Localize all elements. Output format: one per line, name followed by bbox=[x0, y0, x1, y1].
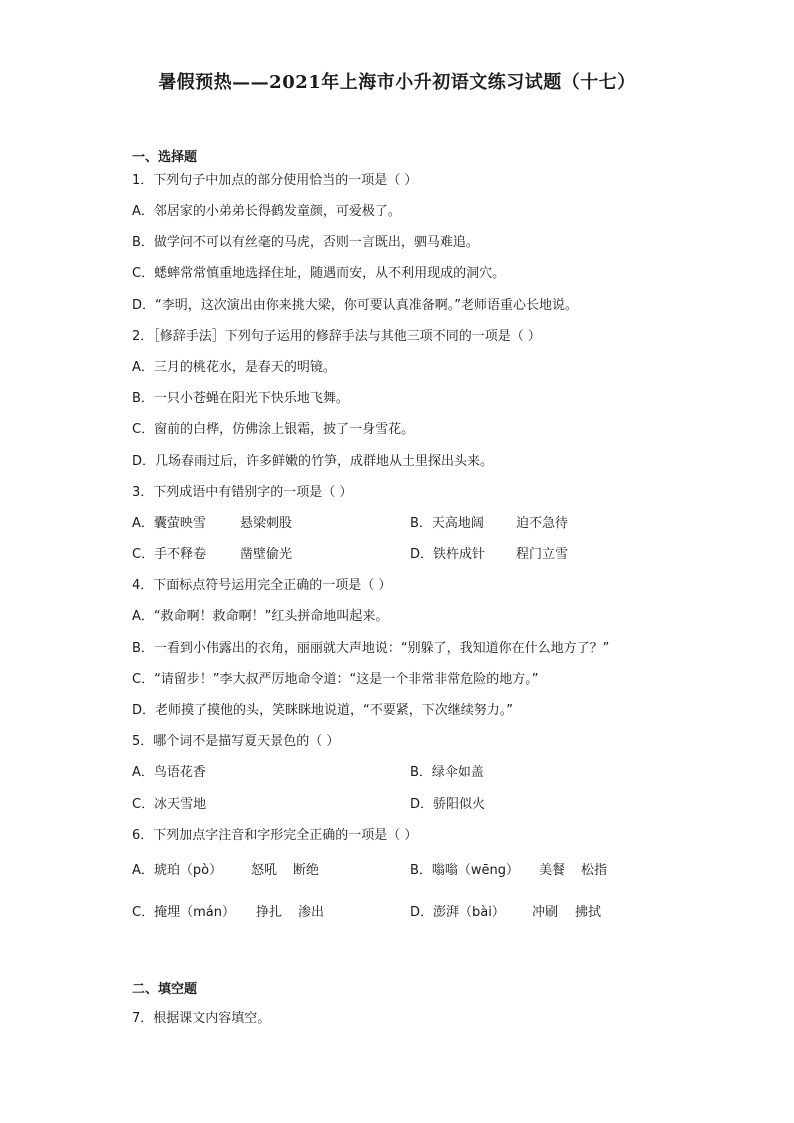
question-1-option-b: B．做学问不可以有丝毫的马虎，否则一言既出，驷马难追。 bbox=[132, 235, 479, 250]
question-6-option-d-word2: 冲刷 bbox=[532, 905, 559, 920]
question-6-option-b-word3: 松指 bbox=[581, 863, 608, 878]
question-3-option-d-word2: 程门立雪 bbox=[516, 547, 569, 562]
question-6-option-b-word2: 美餐 bbox=[539, 863, 566, 878]
page-title: 暑假预热——2021年上海市小升初语文练习试题（十七） bbox=[158, 72, 636, 93]
question-1-option-a: A．邻居家的小弟弟长得鹤发童颜，可爱极了。 bbox=[132, 204, 401, 219]
question-4-option-c: C．“请留步！”李大叔严厉地命令道：“这是一个非常非常危险的地方。” bbox=[132, 672, 539, 687]
question-5-option-c: C．冰天雪地 bbox=[132, 797, 207, 812]
section-heading-choice: 一、选择题 bbox=[132, 150, 198, 165]
question-5-stem: 5．哪个词不是描写夏天景色的（ ） bbox=[132, 734, 340, 749]
question-4-option-b: B．一看到小伟露出的衣角，丽丽就大声地说：“别躲了，我知道你在什么地方了？” bbox=[132, 641, 610, 656]
question-6-option-d-word3: 拂拭 bbox=[575, 905, 602, 920]
question-6-option-a-word1: A．琥珀（pò） bbox=[132, 863, 223, 878]
question-3-option-b-word2: 迫不急待 bbox=[516, 516, 569, 531]
question-2-option-a: A．三月的桃花水，是春天的明镜。 bbox=[132, 360, 336, 375]
question-3-option-b-word1: B．天高地阔 bbox=[410, 516, 484, 531]
question-1-stem: 1．下列句子中加点的部分使用恰当的一项是（ ） bbox=[132, 173, 418, 188]
question-6-option-a-word3: 断绝 bbox=[293, 863, 320, 878]
question-2-option-b: B．一只小苍蝇在阳光下快乐地飞舞。 bbox=[132, 391, 349, 406]
question-6-option-c-word1: C．掩埋（mán） bbox=[132, 905, 235, 920]
question-7-stem: 7．根据课文内容填空。 bbox=[132, 1011, 271, 1026]
question-6-option-c-word3: 渗出 bbox=[298, 905, 325, 920]
question-6-stem: 6．下列加点字注音和字形完全正确的一项是（ ） bbox=[132, 828, 418, 843]
question-6-option-b-word1: B．嗡嗡（wēng） bbox=[410, 863, 520, 878]
question-3-option-c-word2: 凿壁偷光 bbox=[240, 547, 293, 562]
question-1-option-c: C．蟋蟀常常慎重地选择住址，随遇而安，从不利用现成的洞穴。 bbox=[132, 266, 506, 281]
question-3-option-d-word1: D．铁杵成针 bbox=[410, 547, 486, 562]
section-heading-fill: 二、填空题 bbox=[132, 982, 198, 997]
question-5-option-d: D．骄阳似火 bbox=[410, 797, 486, 812]
question-4-option-d: D．老师摸了摸他的头，笑眯眯地说道，“不要紧，下次继续努力。” bbox=[132, 703, 513, 718]
question-5-option-a: A．鸟语花香 bbox=[132, 765, 206, 780]
question-6-option-d-word1: D．澎湃（bài） bbox=[410, 905, 505, 920]
question-3-option-a-word1: A．囊萤映雪 bbox=[132, 516, 206, 531]
question-5-option-b: B．绿伞如盖 bbox=[410, 765, 484, 780]
question-4-option-a: A．“救命啊！救命啊！”红头拼命地叫起来。 bbox=[132, 609, 389, 624]
question-4-stem: 4．下面标点符号运用完全正确的一项是（ ） bbox=[132, 578, 392, 593]
question-2-stem: 2．［修辞手法］下列句子运用的修辞手法与其他三项不同的一项是（ ） bbox=[132, 329, 541, 344]
question-1-option-d: D．“李明，这次演出由你来挑大梁，你可要认真准备啊。”老师语重心长地说。 bbox=[132, 298, 578, 313]
question-3-stem: 3．下列成语中有错别字的一项是（ ） bbox=[132, 485, 353, 500]
question-2-option-d: D．几场春雨过后，许多鲜嫩的竹笋，成群地从土里探出头来。 bbox=[132, 454, 494, 469]
question-3-option-a-word2: 悬梁刺股 bbox=[240, 516, 293, 531]
question-6-option-c-word2: 挣扎 bbox=[256, 905, 283, 920]
question-3-option-c-word1: C．手不释卷 bbox=[132, 547, 207, 562]
question-2-option-c: C．窗前的白桦，仿佛涂上银霜，披了一身雪花。 bbox=[132, 422, 415, 437]
question-6-option-a-word2: 怒吼 bbox=[251, 863, 278, 878]
